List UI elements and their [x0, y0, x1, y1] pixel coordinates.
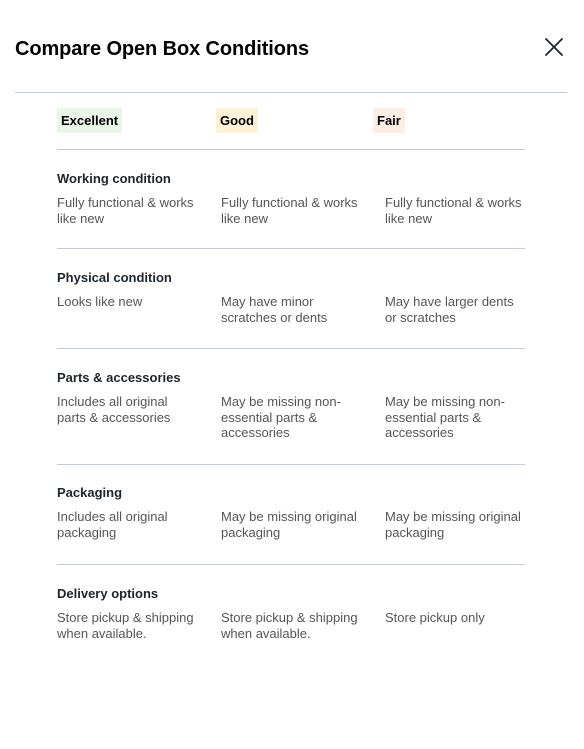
condition-header-row [57, 108, 525, 133]
excellent-cell: Looks like new [57, 294, 143, 309]
working-condition-row [57, 150, 525, 248]
physical-condition-row [57, 249, 525, 348]
row-title: Parts & accessories [57, 370, 181, 385]
close-icon [543, 36, 565, 58]
row-title: Physical condition [57, 270, 172, 285]
packaging-row [57, 465, 525, 564]
fair-badge: Fair [373, 108, 405, 133]
fair-cell: May be missing non-essential parts & accessories [385, 394, 505, 440]
fair-cell: Store pickup only [385, 610, 485, 625]
close-button[interactable] [543, 36, 565, 58]
row-title: Delivery options [57, 586, 159, 601]
header-divider [15, 92, 567, 93]
dialog-header [15, 36, 567, 66]
excellent-cell: Includes all original packaging [57, 509, 168, 540]
parts-accessories-row [57, 349, 525, 464]
row-title: Packaging [57, 485, 123, 500]
good-cell: May have minor scratches or dents [221, 294, 328, 325]
row-title: Working condition [57, 171, 171, 186]
fair-cell: May be missing original packaging [385, 509, 521, 540]
excellent-badge: Excellent [57, 108, 122, 133]
fair-cell: May have larger dents or scratches [385, 294, 514, 325]
excellent-cell: Includes all original parts & accessories [57, 394, 171, 425]
dialog-title: Compare Open Box Conditions [15, 38, 309, 60]
excellent-cell: Fully functional & works like new [57, 195, 194, 226]
good-cell: Fully functional & works like new [221, 195, 358, 226]
delivery-options-row [57, 565, 525, 656]
good-badge: Good [216, 108, 258, 133]
comparison-table [57, 108, 525, 656]
excellent-cell: Store pickup & shipping when available. [57, 610, 194, 641]
fair-cell: Fully functional & works like new [385, 195, 522, 226]
good-cell: May be missing non-essential parts & accessories [221, 394, 341, 440]
good-cell: May be missing original packaging [221, 509, 357, 540]
good-cell: Store pickup & shipping when available. [221, 610, 358, 641]
